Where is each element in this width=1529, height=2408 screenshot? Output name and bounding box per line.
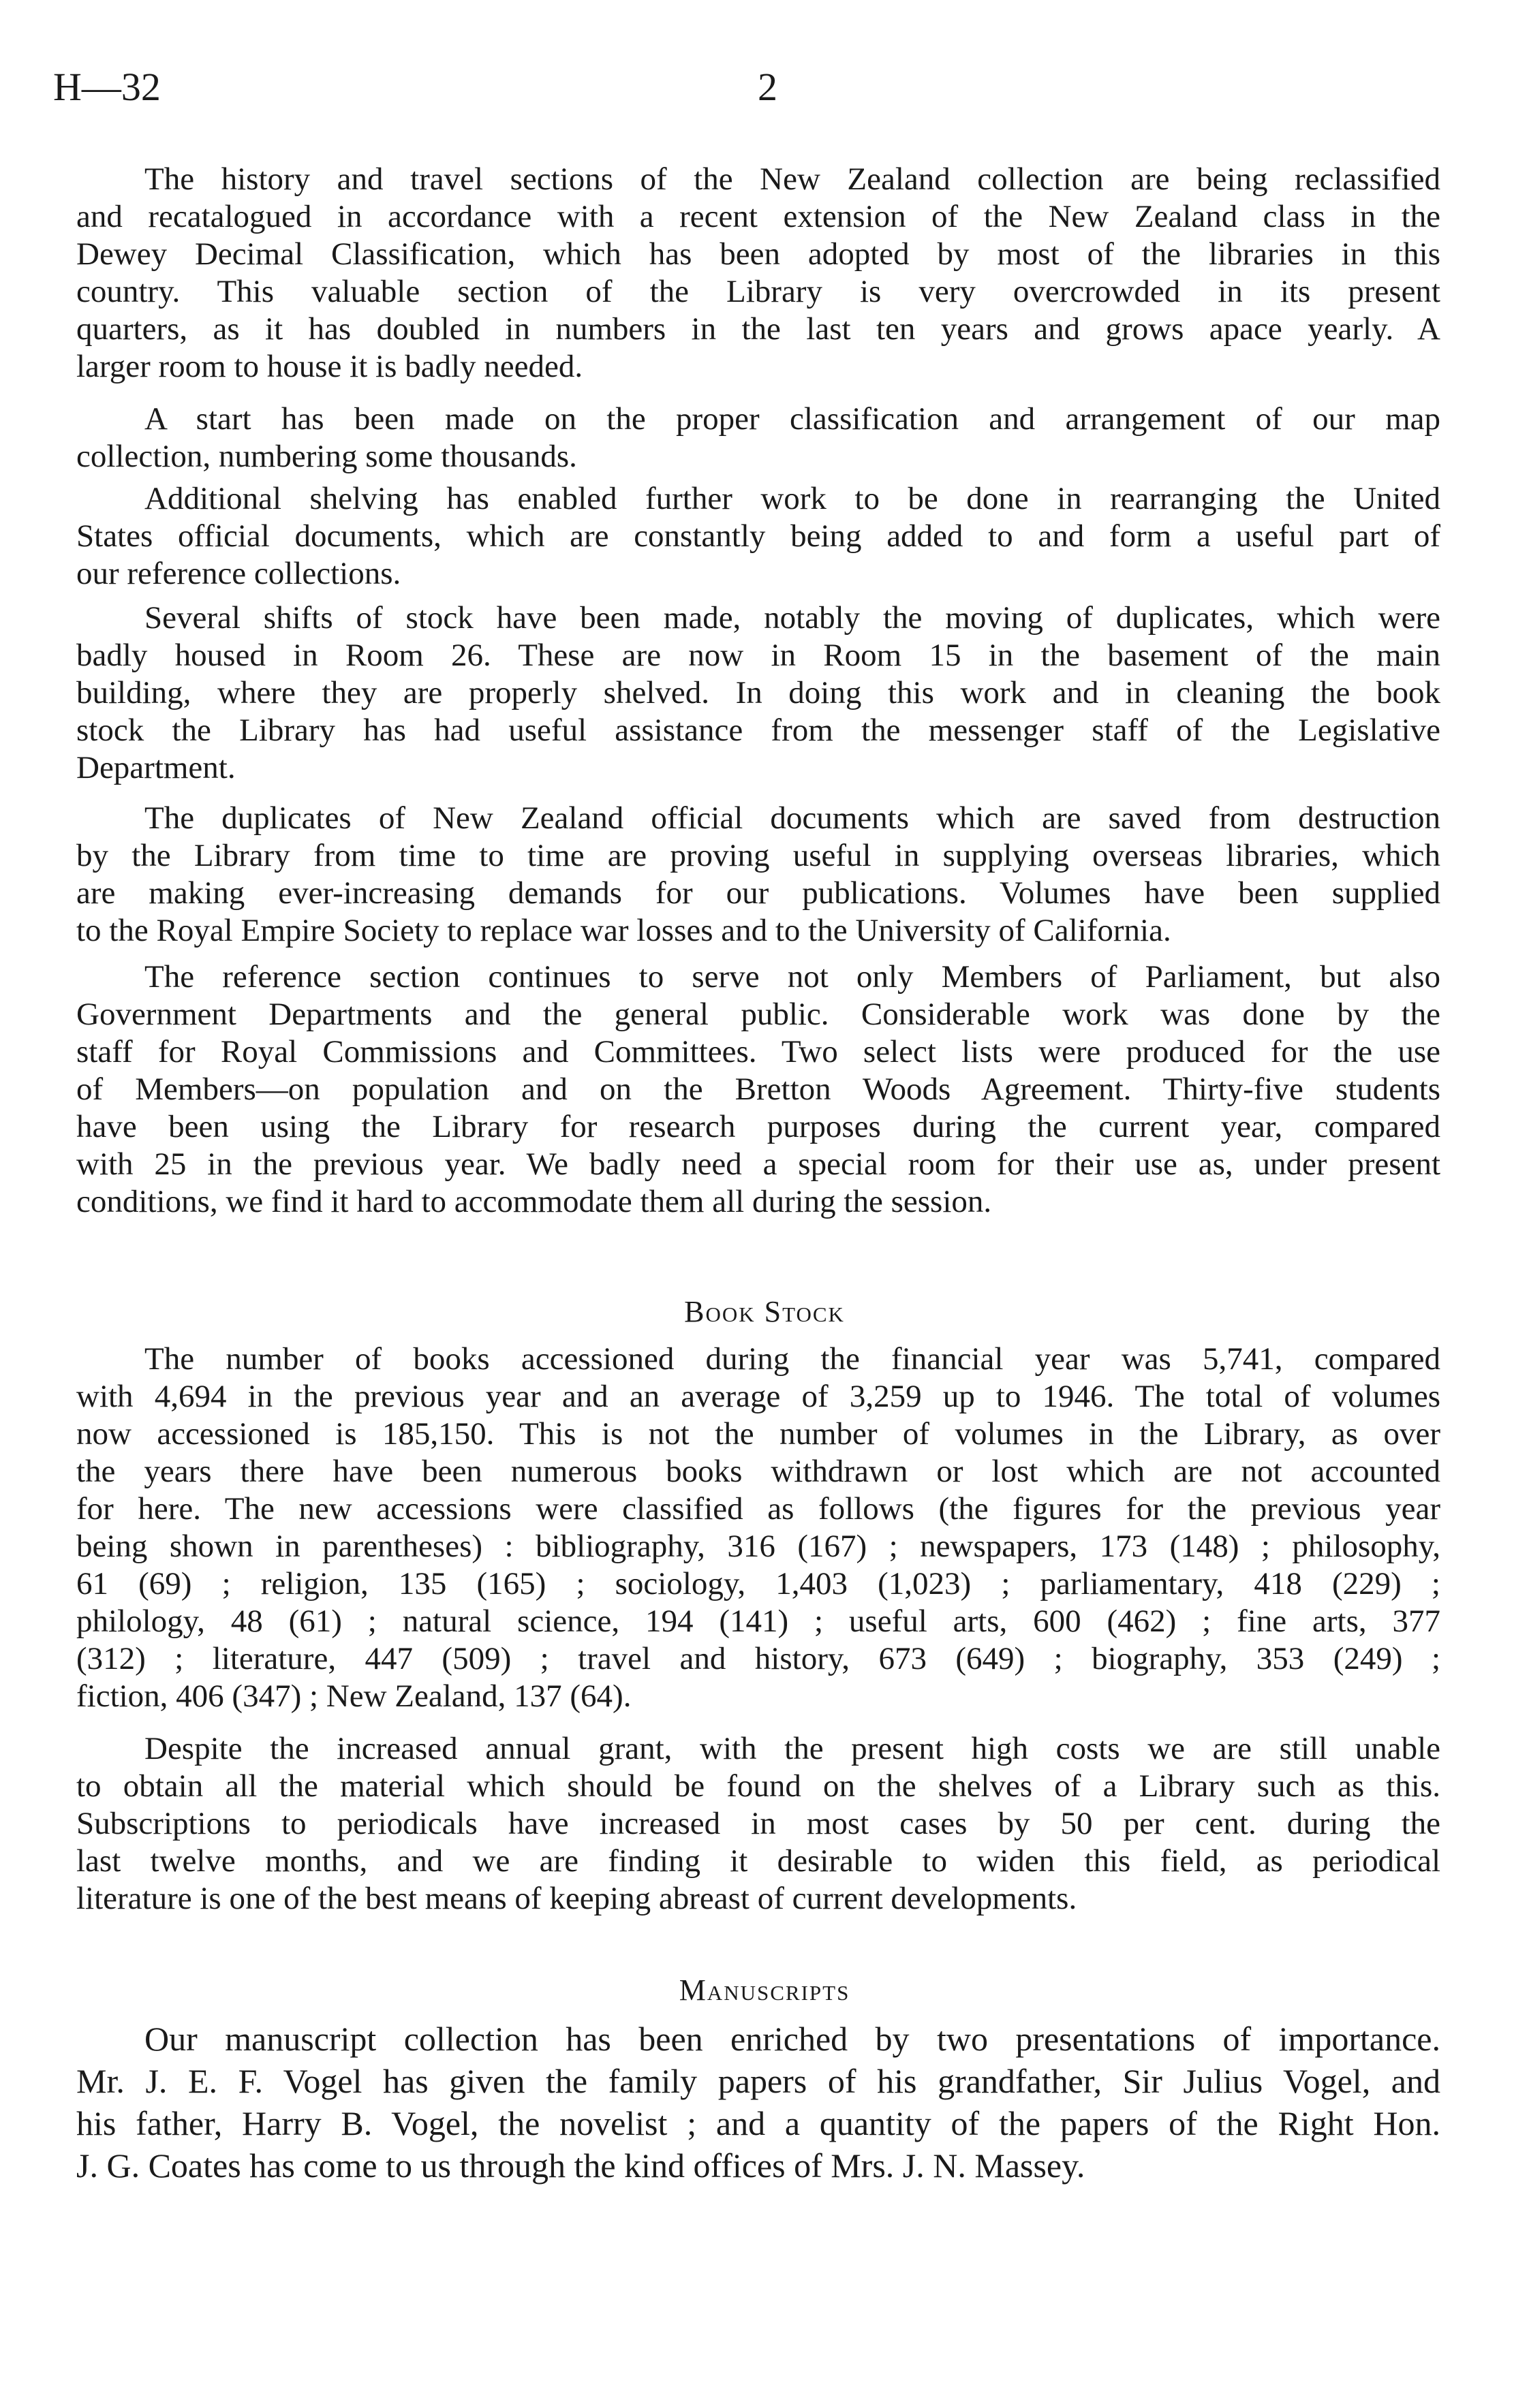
text-line: philology, 48 (61) ; natural science, 194 (141) ; useful arts, 600 (462) ; fine arts, 377 <box>76 1604 1440 1639</box>
text-line: literature is one of the best means of keeping abreast of current developments. <box>76 1881 1077 1916</box>
text-line: J. G. Coates has come to us through the kind offices of Mrs. J. N. Massey. <box>76 2146 1085 2185</box>
paragraph <box>76 599 1440 787</box>
text-line: for here. The new accessions were classified as follows (the figures for the previous year <box>76 1491 1440 1527</box>
page-number: 2 <box>758 65 777 109</box>
text-line: The history and travel sections of the New Zealand collection are being reclassified <box>144 161 1440 197</box>
text-line: building, where they are properly shelved. In doing this work and in cleaning the book <box>76 675 1440 710</box>
text-line: Government Departments and the general public. Considerable work was done by the <box>76 997 1440 1032</box>
text-line: with 25 in the previous year. We badly need a special room for their use as, under present <box>76 1146 1440 1182</box>
text-line: conditions, we find it hard to accommodate them all during the session. <box>76 1184 992 1219</box>
text-line: Subscriptions to periodicals have increased in most cases by 50 per cent. during the <box>76 1806 1440 1841</box>
section-heading: Book Stock <box>684 1295 845 1328</box>
text-line: by the Library from time to time are proving useful in supplying overseas libraries, which <box>76 838 1440 873</box>
text-line: last twelve months, and we are finding it desirable to widen this field, as periodical <box>76 1843 1440 1879</box>
text-line: our reference collections. <box>76 556 401 591</box>
text-line: Department. <box>76 750 236 785</box>
text-line: have been using the Library for research purposes during the current year, compared <box>76 1109 1440 1144</box>
paragraph <box>76 161 1440 386</box>
text-line: larger room to house it is badly needed. <box>76 349 583 384</box>
text-line: his father, Harry B. Vogel, the novelist ; and a quantity of the papers of the Right Hon. <box>76 2104 1440 2142</box>
text-line: The duplicates of New Zealand official documents which are saved from destruction <box>144 800 1440 836</box>
text-line: A start has been made on the proper classification and arrangement of our map <box>144 401 1440 437</box>
document-reference: H—32 <box>53 65 161 109</box>
paragraph <box>76 1730 1440 1918</box>
text-line: Dewey Decimal Classification, which has been adopted by most of the libraries in this <box>76 236 1440 272</box>
text-line: stock the Library has had useful assistance from the messenger staff of the Legislative <box>76 713 1440 748</box>
section-heading: Manuscripts <box>679 1973 850 2007</box>
paragraph <box>76 401 1440 475</box>
text-line: Additional shelving has enabled further work to be done in rearranging the United <box>144 481 1440 516</box>
paragraph <box>76 480 1440 593</box>
text-line: collection, numbering some thousands. <box>76 439 577 474</box>
text-line: badly housed in Room 26. These are now in Room 15 in the basement of the main <box>76 638 1440 673</box>
text-line: The reference section continues to serve not only Members of Parliament, but also <box>144 959 1440 995</box>
text-line: Several shifts of stock have been made, notably the moving of duplicates, which were <box>144 600 1440 636</box>
text-line: quarters, as it has doubled in numbers in the last ten years and grows apace yearly. A <box>76 311 1440 347</box>
paragraph <box>76 958 1440 1221</box>
text-line: are making ever-increasing demands for our publications. Volumes have been supplied <box>76 875 1440 911</box>
text-line: to the Royal Empire Society to replace war losses and to the University of California. <box>76 913 1171 948</box>
text-line: country. This valuable section of the Library is very overcrowded in its present <box>76 274 1440 309</box>
text-line: fiction, 406 (347) ; New Zealand, 137 (64). <box>76 1678 632 1714</box>
text-line: with 4,694 in the previous year and an average of 3,259 up to 1946. The total of volumes <box>76 1379 1440 1414</box>
text-line: Our manuscript collection has been enriched by two presentations of importance. <box>144 2020 1440 2058</box>
text-line: staff for Royal Commissions and Committees. Two select lists were produced for the use <box>76 1034 1440 1069</box>
text-line: and recatalogued in accordance with a recent extension of the New Zealand class in the <box>76 199 1440 234</box>
text-line: to obtain all the material which should be found on the shelves of a Library such as this. <box>76 1768 1440 1804</box>
text-line: Despite the increased annual grant, with the present high costs we are still unable <box>144 1731 1440 1766</box>
paragraph <box>76 800 1440 950</box>
text-line: States official documents, which are constantly being added to and form a useful part of <box>76 518 1440 554</box>
text-line: of Members—on population and on the Bretton Woods Agreement. Thirty-five students <box>76 1072 1440 1107</box>
text-line: Mr. J. E. F. Vogel has given the family papers of his grandfather, Sir Julius Vogel, and <box>76 2062 1440 2100</box>
paragraph <box>76 2018 1440 2187</box>
text-line: 61 (69) ; religion, 135 (165) ; sociology, 1,403 (1,023) ; parliamentary, 418 (229) ; <box>76 1566 1440 1601</box>
paragraph <box>76 1341 1440 1715</box>
text-line: being shown in parentheses) : bibliography, 316 (167) ; newspapers, 173 (148) ; philosophy, <box>76 1529 1440 1564</box>
text-line: the years there have been numerous books withdrawn or lost which are not accounted <box>76 1454 1440 1489</box>
text-line: (312) ; literature, 447 (509) ; travel and history, 673 (649) ; biography, 353 (249) ; <box>76 1641 1440 1676</box>
text-line: The number of books accessioned during the financial year was 5,741, compared <box>144 1341 1440 1377</box>
text-line: now accessioned is 185,150. This is not the number of volumes in the Library, as over <box>76 1416 1440 1452</box>
